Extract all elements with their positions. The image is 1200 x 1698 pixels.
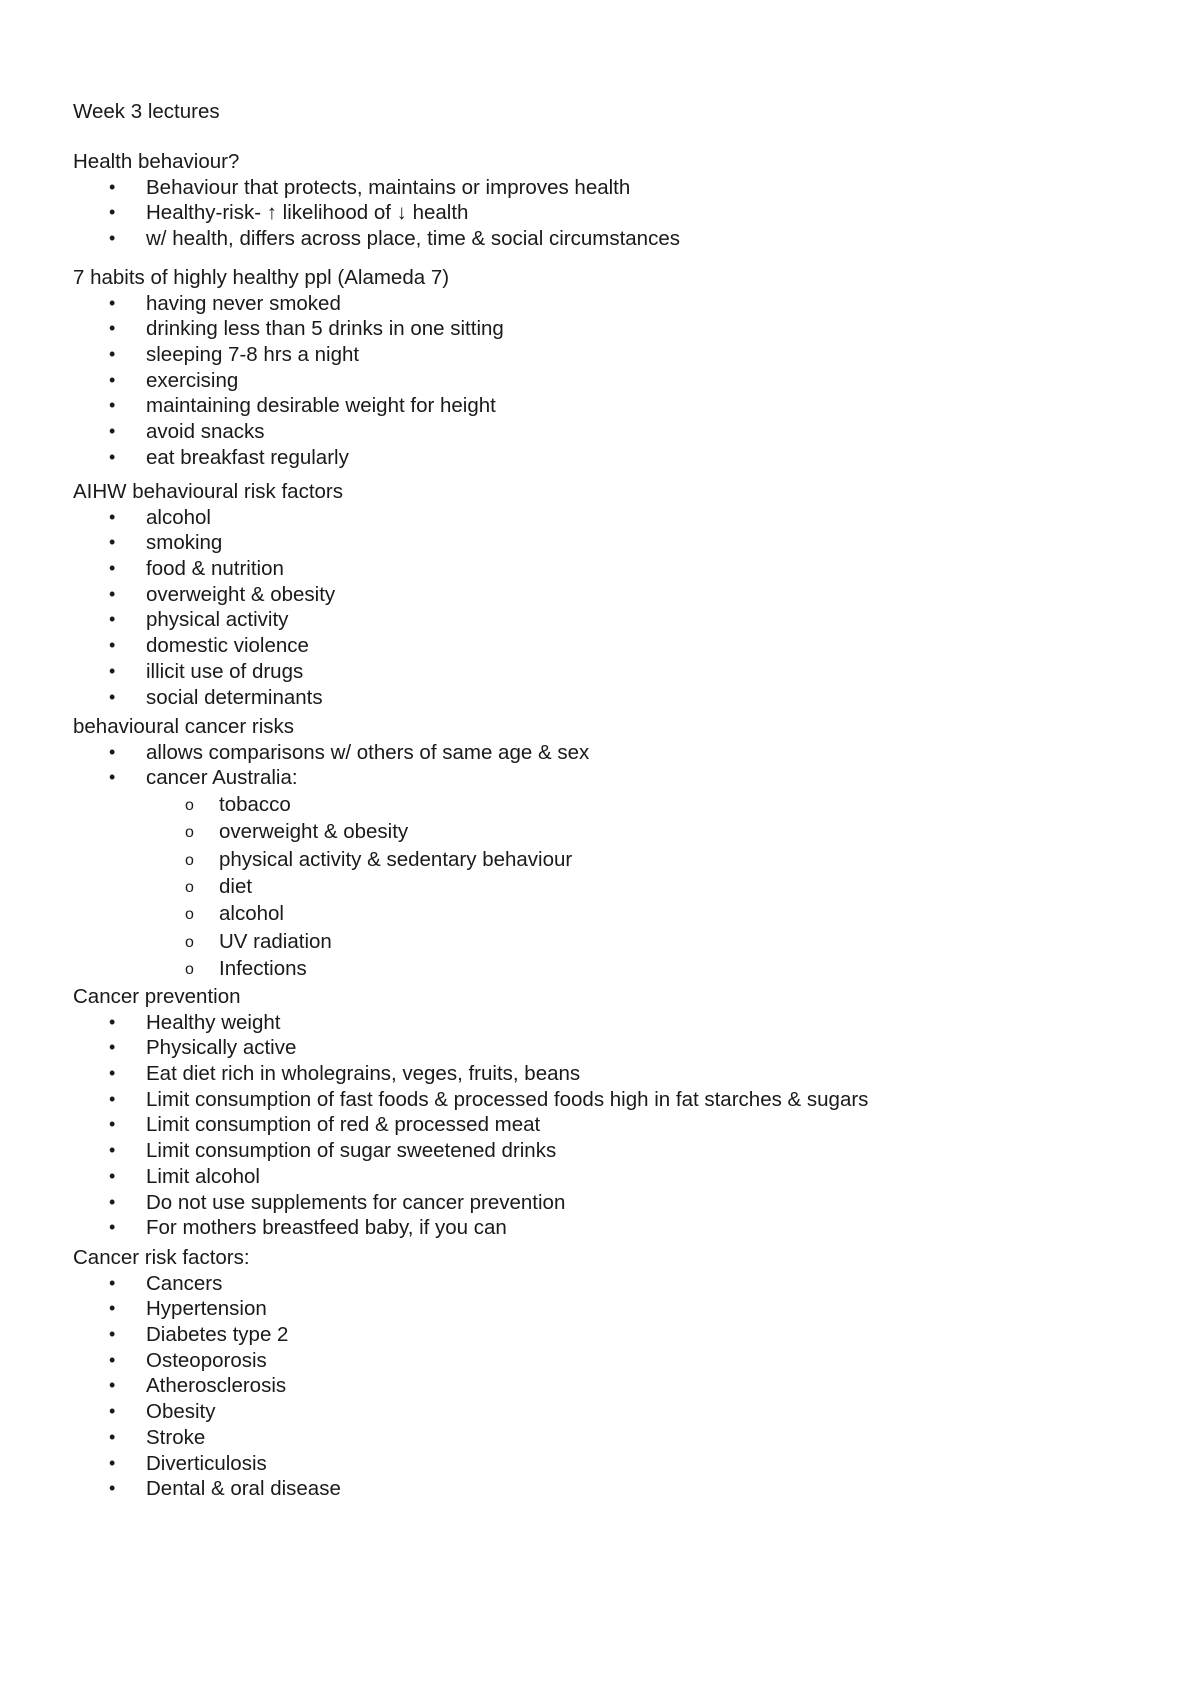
list-item <box>73 1215 1133 1241</box>
list-item-text: Do not use supplements for cancer prevention <box>146 1190 566 1214</box>
list-item <box>73 1425 1133 1451</box>
bullet-icon: • <box>109 1217 116 1238</box>
list-item-text: drinking less than 5 drinks in one sitting <box>146 317 504 341</box>
bullet-icon: • <box>109 369 116 390</box>
list-item <box>73 530 1133 556</box>
list-item-text: illicit use of drugs <box>146 659 304 683</box>
section <box>73 479 1133 710</box>
list-item <box>73 1296 1133 1322</box>
circle-bullet-icon: o <box>185 797 194 815</box>
list-item <box>73 1010 1133 1036</box>
list-item-text: Hypertension <box>146 1297 267 1321</box>
list-item <box>73 291 1133 317</box>
list-item-text: social determinants <box>146 685 323 709</box>
section <box>73 984 1133 1241</box>
list-item <box>73 226 1133 252</box>
list-item-text: having never smoked <box>146 291 341 315</box>
list-item-text: Obesity <box>146 1400 216 1424</box>
bullet-icon: • <box>109 741 116 762</box>
list-item <box>73 1451 1133 1477</box>
list-item <box>73 419 1133 445</box>
circle-bullet-icon: o <box>185 960 194 978</box>
list-item <box>73 200 1133 226</box>
bullet-icon: • <box>109 1478 116 1499</box>
bullet-icon: • <box>109 202 116 223</box>
list-item-text: For mothers breastfeed baby, if you can <box>146 1216 507 1240</box>
bullet-icon: • <box>109 1401 116 1422</box>
bullet-icon: • <box>109 344 116 365</box>
list-item <box>73 765 1133 791</box>
sub-list-item <box>73 928 1133 955</box>
list-item <box>73 633 1133 659</box>
bullet-icon: • <box>109 609 116 630</box>
list-item <box>73 505 1133 531</box>
circle-bullet-icon: o <box>185 906 194 924</box>
bullet-icon: • <box>109 1324 116 1345</box>
list-item <box>73 393 1133 419</box>
list-item-text: physical activity <box>146 608 289 632</box>
section-heading: 7 habits of highly healthy ppl (Alameda 7) <box>73 266 450 289</box>
list-item <box>73 1138 1133 1164</box>
list-item-text: overweight & obesity <box>146 582 336 606</box>
list-item-text: smoking <box>146 531 223 555</box>
list-item <box>73 1399 1133 1425</box>
list-item <box>73 582 1133 608</box>
list-item-text: Healthy weight <box>146 1010 281 1034</box>
list-item-text: avoid snacks <box>146 420 265 444</box>
list-item-text: Eat diet rich in wholegrains, veges, fruits, beans <box>146 1062 581 1086</box>
list-item <box>73 685 1133 711</box>
bullet-icon: • <box>109 395 116 416</box>
section <box>73 149 1133 252</box>
list-item-text: allows comparisons w/ others of same age & sex <box>146 740 590 764</box>
bullet-icon: • <box>109 1114 116 1135</box>
list-item <box>73 1322 1133 1348</box>
list-item <box>73 556 1133 582</box>
list-item <box>73 1087 1133 1113</box>
bullet-icon: • <box>109 292 116 313</box>
bullet-icon: • <box>109 635 116 656</box>
list-item-text: sleeping 7-8 hrs a night <box>146 343 360 367</box>
list-item-text: Atherosclerosis <box>146 1374 287 1398</box>
list-item-text: Behaviour that protects, maintains or improves health <box>146 175 631 199</box>
list-item-text: cancer Australia: <box>146 766 298 790</box>
section-heading: Health behaviour? <box>73 150 240 173</box>
sub-list-item-text: UV radiation <box>219 929 332 953</box>
list-item-text: Healthy-risk- ↑ likelihood of ↓ health <box>146 201 469 225</box>
section <box>73 714 1133 982</box>
list-item-text: Physically active <box>146 1036 297 1060</box>
list-item-text: maintaining desirable weight for height <box>146 394 496 418</box>
bullet-icon: • <box>109 1191 116 1212</box>
bullet-icon: • <box>109 660 116 681</box>
sub-list-item-text: physical activity & sedentary behaviour <box>219 847 573 871</box>
bullet-icon: • <box>109 1349 116 1370</box>
section <box>73 1245 1133 1502</box>
bullet-icon: • <box>109 446 116 467</box>
list-item <box>73 740 1133 766</box>
circle-bullet-icon: o <box>185 878 194 896</box>
section-heading: Cancer prevention <box>73 985 241 1008</box>
list-item-text: exercising <box>146 368 239 392</box>
list-item <box>73 316 1133 342</box>
list-item-text: Diverticulosis <box>146 1451 267 1475</box>
list-item-text: w/ health, differs across place, time & social circumstances <box>146 227 680 251</box>
bullet-list <box>73 291 1133 471</box>
section-heading: behavioural cancer risks <box>73 715 295 738</box>
list-item <box>73 1190 1133 1216</box>
list-item-text: alcohol <box>146 505 211 529</box>
bullet-icon: • <box>109 1452 116 1473</box>
sub-list-item-text: tobacco <box>219 793 291 817</box>
bullet-icon: • <box>109 1272 116 1293</box>
bullet-list <box>73 740 1133 982</box>
list-item-text: Limit consumption of red & processed meat <box>146 1113 541 1137</box>
section-heading: AIHW behavioural risk factors <box>73 480 344 503</box>
sub-list-item-text: diet <box>219 874 253 898</box>
list-item <box>73 1271 1133 1297</box>
sub-list-item <box>73 900 1133 927</box>
list-item-text: Limit alcohol <box>146 1164 260 1188</box>
bullet-icon: • <box>109 1037 116 1058</box>
sub-list-item-text: alcohol <box>219 902 284 926</box>
sub-list-item-text: Infections <box>219 956 307 980</box>
bullet-icon: • <box>109 1298 116 1319</box>
bullet-icon: • <box>109 767 116 788</box>
list-item <box>73 659 1133 685</box>
bullet-icon: • <box>109 1426 116 1447</box>
list-item-text: Diabetes type 2 <box>146 1323 289 1347</box>
bullet-list <box>73 1010 1133 1241</box>
list-item <box>73 1112 1133 1138</box>
bullet-icon: • <box>109 228 116 249</box>
bullet-icon: • <box>109 1063 116 1084</box>
list-item <box>73 1164 1133 1190</box>
sub-list-item <box>73 846 1133 873</box>
circle-bullet-icon: o <box>185 851 194 869</box>
list-item <box>73 1035 1133 1061</box>
list-item-text: food & nutrition <box>146 557 284 581</box>
bullet-icon: • <box>109 532 116 553</box>
circle-bullet-icon: o <box>185 933 194 951</box>
bullet-icon: • <box>109 558 116 579</box>
sub-list-item <box>73 873 1133 900</box>
bullet-list <box>73 175 1133 252</box>
list-item <box>73 607 1133 633</box>
page-title: Week 3 lectures <box>73 100 220 123</box>
bullet-icon: • <box>109 1165 116 1186</box>
list-item-text: Dental & oral disease <box>146 1477 341 1501</box>
section-heading: Cancer risk factors: <box>73 1246 250 1269</box>
bullet-list <box>73 505 1133 711</box>
list-item <box>73 1061 1133 1087</box>
list-item-text: Limit consumption of fast foods & processed foods high in fat starches & sugars <box>146 1087 869 1111</box>
bullet-icon: • <box>109 421 116 442</box>
bullet-icon: • <box>109 506 116 527</box>
section <box>73 265 1133 471</box>
list-item-text: Stroke <box>146 1425 206 1449</box>
list-item-text: Osteoporosis <box>146 1348 267 1372</box>
sub-list-item <box>73 791 1133 818</box>
list-item <box>73 175 1133 201</box>
bullet-icon: • <box>109 1140 116 1161</box>
list-item <box>73 368 1133 394</box>
list-item <box>73 445 1133 471</box>
bullet-icon: • <box>109 1011 116 1032</box>
bullet-icon: • <box>109 1088 116 1109</box>
circle-bullet-icon: o <box>185 824 194 842</box>
list-item-text: domestic violence <box>146 634 309 658</box>
bullet-icon: • <box>109 176 116 197</box>
list-item <box>73 1476 1133 1502</box>
sub-list-item <box>73 818 1133 845</box>
list-item <box>73 1373 1133 1399</box>
list-item-text: eat breakfast regularly <box>146 445 349 469</box>
bullet-icon: • <box>109 686 116 707</box>
list-item <box>73 1348 1133 1374</box>
sub-list-item <box>73 955 1133 982</box>
bullet-icon: • <box>109 583 116 604</box>
sub-list-item-text: overweight & obesity <box>219 820 409 844</box>
bullet-list <box>73 1271 1133 1502</box>
list-item <box>73 342 1133 368</box>
list-item-text: Cancers <box>146 1271 223 1295</box>
bullet-icon: • <box>109 318 116 339</box>
list-item-text: Limit consumption of sugar sweetened drinks <box>146 1139 557 1163</box>
bullet-icon: • <box>109 1375 116 1396</box>
